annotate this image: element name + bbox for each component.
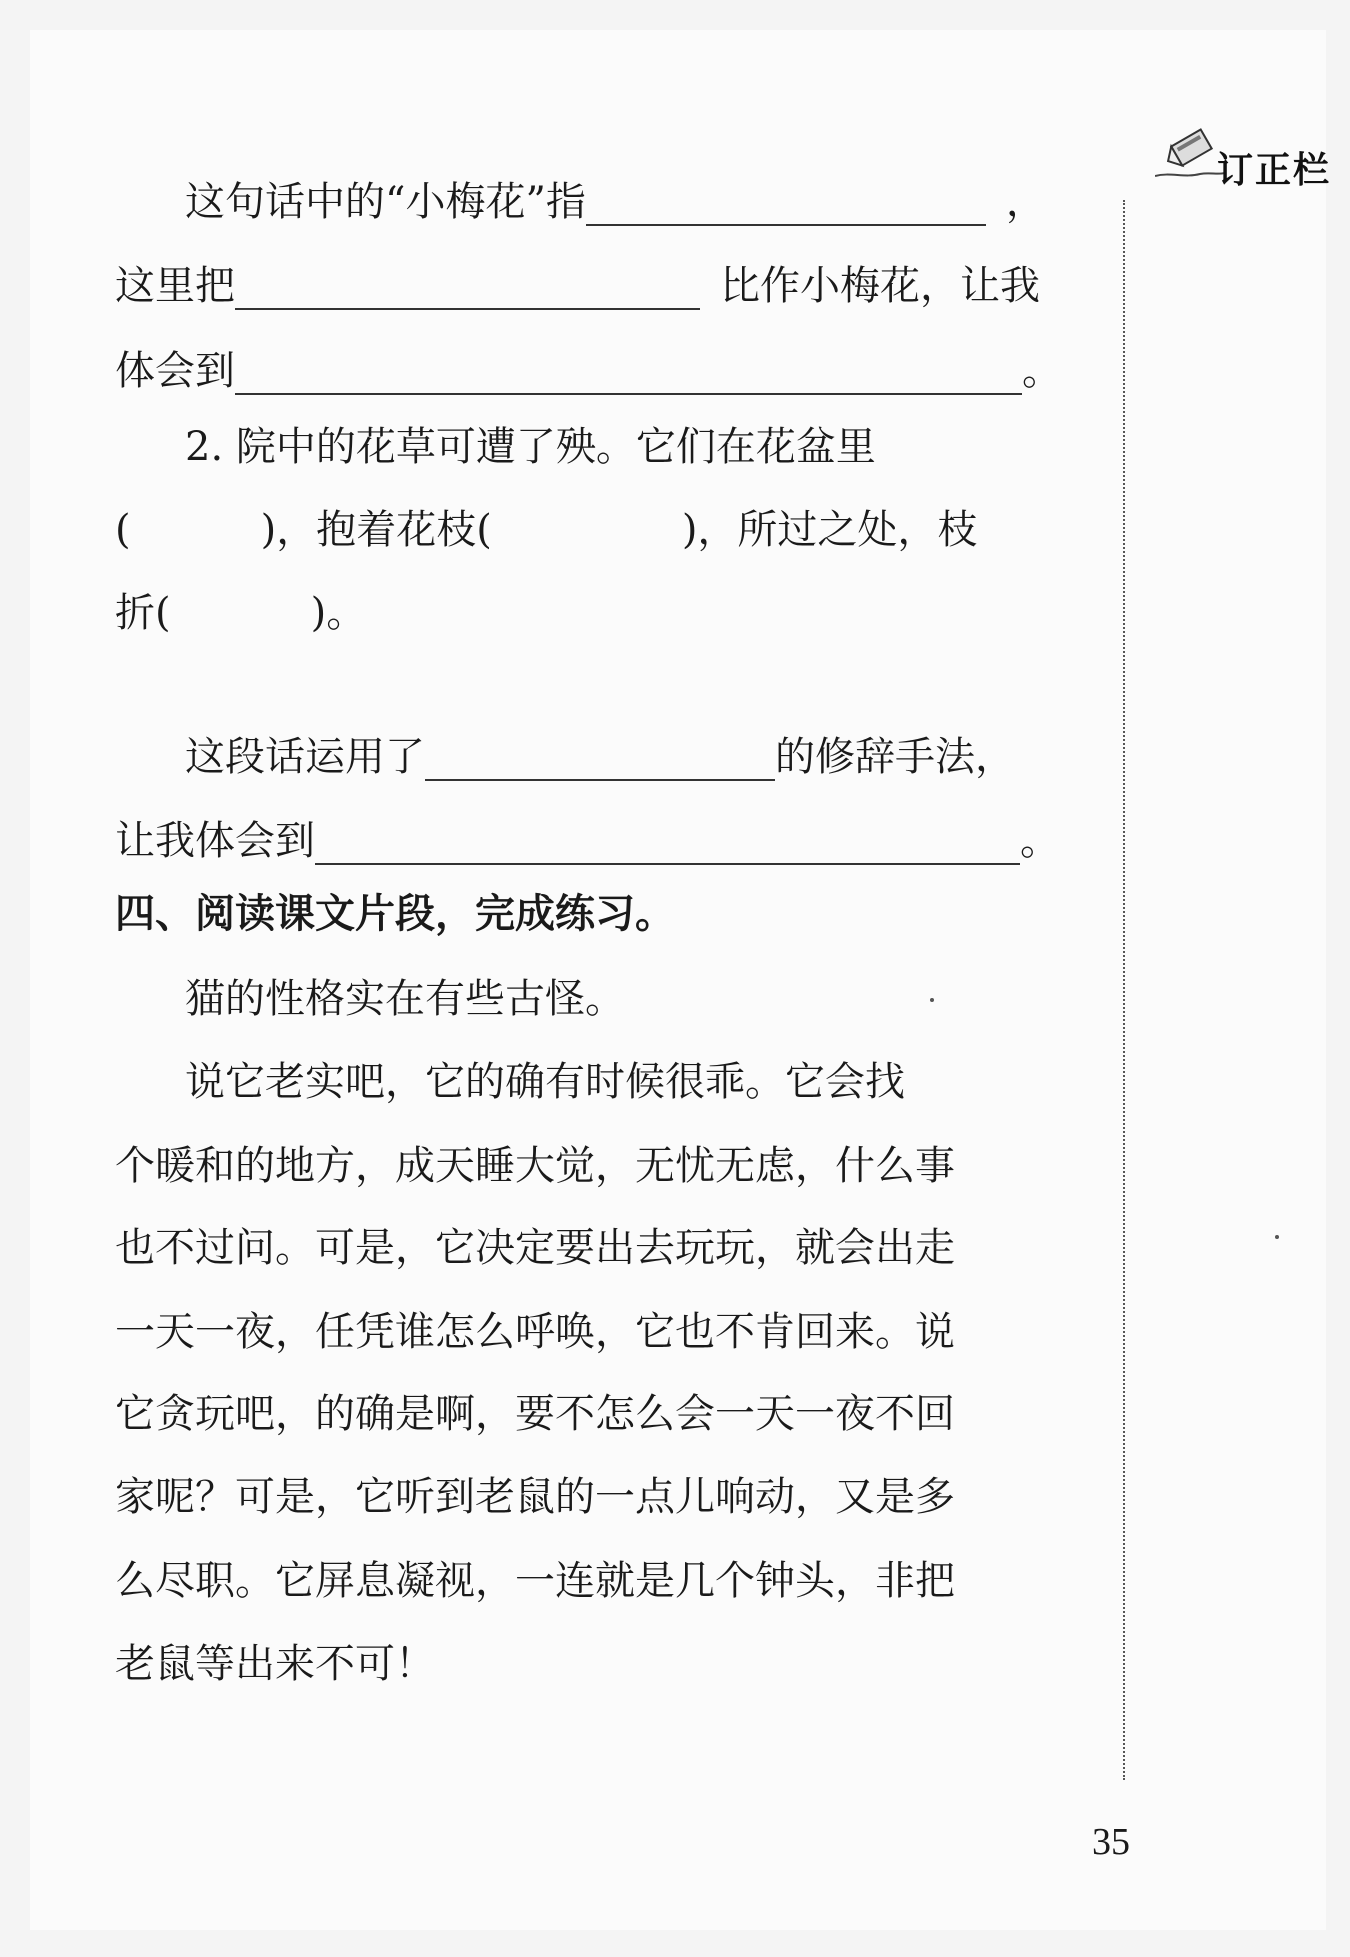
passage-line: 说它老实吧，它的确有时候很乖。它会找: [185, 1059, 905, 1105]
passage-line: 么尽职。它屏息凝视，一连就是几个钟头，非把: [115, 1558, 955, 1604]
passage-line: 个暖和的地方，成天睡大觉，无忧无虑，什么事: [115, 1143, 955, 1189]
pencil-icon: [1155, 128, 1225, 183]
q2-line-3: [115, 589, 366, 637]
q1-line3-prefix: 体会到: [115, 348, 235, 394]
passage-line: 它贪玩吧，的确是啊，要不怎么会一天一夜不回: [115, 1391, 955, 1437]
q2-line3-start: 折(: [115, 590, 171, 636]
q2-line-1: 2. 院中的花草可遭了殃。它们在花盆里: [185, 424, 876, 470]
q2-line-5: [115, 817, 1060, 865]
correction-column-header: [1155, 128, 1350, 191]
answer-blank[interactable]: [235, 268, 700, 310]
q2-line5-prefix: 让我体会到: [115, 818, 315, 864]
q1-prefix: 这句话中的“小梅花”指: [185, 179, 586, 225]
q2-line4-prefix: 这段话运用了: [185, 734, 425, 780]
q1-line-2: [115, 262, 1040, 310]
section-4-heading: 四、阅读课文片段，完成练习。: [115, 891, 675, 937]
correction-column-label: 订正栏: [1217, 150, 1332, 191]
passage-line: 老鼠等出来不可！: [115, 1641, 435, 1687]
answer-blank[interactable]: [235, 353, 1022, 395]
q2-line-2: [115, 506, 977, 554]
q1-line2-suffix: 比作小梅花，让我: [720, 263, 1040, 309]
q2-line-4: [185, 733, 1015, 781]
q2-line2-end: )，所过之处，枝: [681, 507, 978, 553]
margin-divider: [1123, 200, 1125, 1780]
print-speck: [930, 998, 934, 1002]
q1-line-3: [115, 347, 1062, 395]
passage-line: 家呢？可是，它听到老鼠的一点儿响动，又是多: [115, 1474, 955, 1520]
q1-line2-prefix: 这里把: [115, 263, 235, 309]
passage-line: 猫的性格实在有些古怪。: [185, 976, 625, 1022]
q2-line2-mid: )，抱着花枝(: [260, 507, 492, 553]
answer-blank[interactable]: [315, 823, 1020, 865]
passage-line: 也不过问。可是，它决定要出去玩玩，就会出走: [115, 1225, 955, 1271]
page-number: 35: [1092, 1821, 1130, 1863]
q1-comma: ，: [1005, 179, 1046, 225]
q1-period: 。: [1022, 348, 1062, 394]
q2-line4-suffix: 的修辞手法，: [775, 734, 1015, 780]
q2-line5-suffix: 。: [1020, 818, 1060, 864]
answer-blank[interactable]: [586, 184, 986, 226]
q2-line3-end: )。: [310, 590, 367, 636]
q2-paren-1: (: [115, 507, 131, 553]
answer-blank[interactable]: [425, 739, 775, 781]
passage-line: 一天一夜，任凭谁怎么呼唤，它也不肯回来。说: [115, 1309, 955, 1355]
workbook-page: [30, 30, 1332, 1930]
print-speck: [1275, 1235, 1279, 1239]
q1-line-1: [185, 178, 1046, 226]
